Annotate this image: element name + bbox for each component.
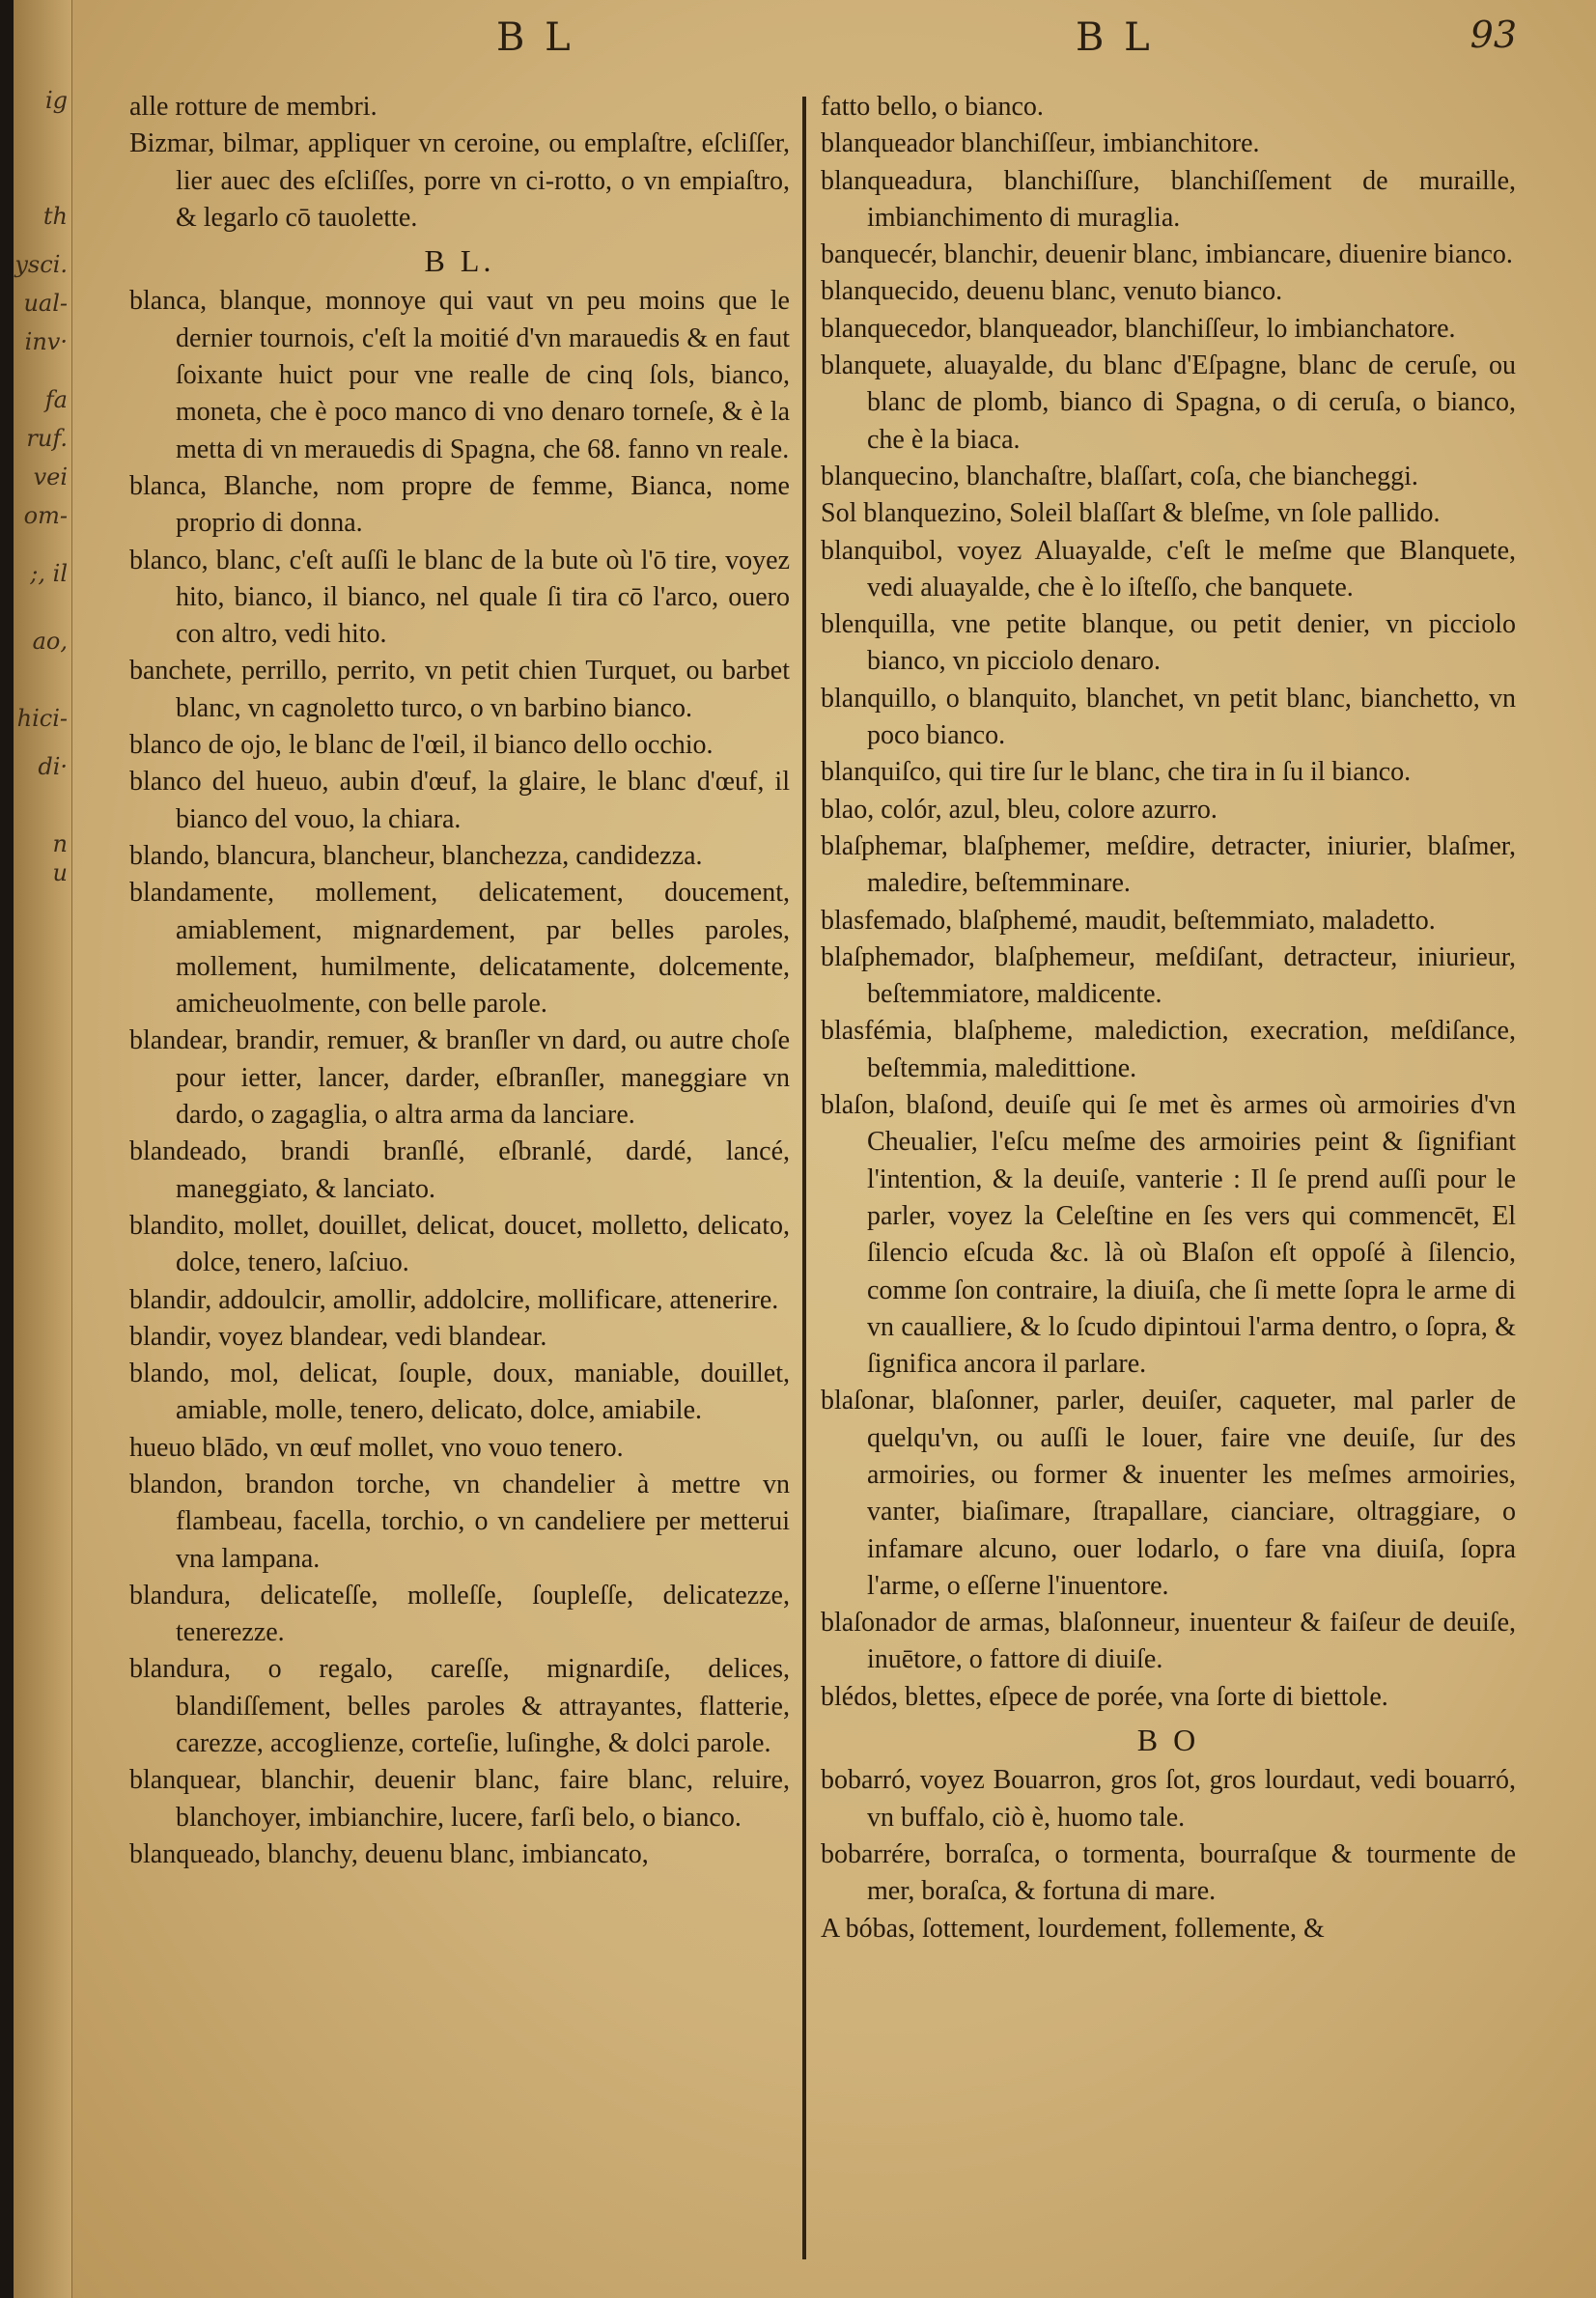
margin-fragment: vei	[33, 463, 68, 490]
right-column	[821, 89, 1516, 1948]
dictionary-entry: blanqueadura, blanchiſſure, blanchiſſement de muraille, imbianchimento di muraglia.	[821, 165, 1516, 233]
column-divider	[802, 97, 806, 2259]
dictionary-entry: blanco, blanc, c'eſt auſſi le blanc de la bute où l'ō tire, voyez hito, bianco, il bianco, nel quale ſi tira cō l'arco, ouero con altro, vedi hito.	[129, 545, 790, 650]
dictionary-entry: fatto bello, o bianco.	[821, 92, 1044, 122]
dictionary-entry: blanco de ojo, le blanc de l'œil, il bianco dello occhio.	[129, 730, 714, 761]
scanned-page	[14, 0, 1596, 2298]
section-heading: B O	[1136, 1723, 1200, 1758]
dictionary-entry: blandear, brandir, remuer, & branſler vn dard, ou autre choſe pour ietter, lancer, darder, eſbranſler, maneggiare vn dardo, o zagaglia, o altra arma da lanciare.	[129, 1025, 790, 1131]
dictionary-entry: Bizmar, bilmar, appliquer vn ceroine, ou emplaſtre, eſcliſſer, lier auec des eſcliſſes, porre vn ci-rotto, o vn empiaſtro, & legarlo cō tauolette.	[129, 128, 790, 233]
dictionary-entry: blanquecido, deuenu blanc, venuto bianco.	[821, 276, 1283, 307]
margin-fragment: ruf.	[26, 425, 68, 452]
dictionary-entry: blao, colór, azul, bleu, colore azurro.	[821, 794, 1218, 825]
dictionary-entry: blanquete, aluayalde, du blanc d'Eſpagne, blanc de ceruſe, ou blanc de plomb, bianco di Spagna, o di ceruſa, o bianco, che è la biaca.	[821, 350, 1516, 455]
dictionary-entry: blaſphemador, blaſphemeur, meſdiſant, detracteur, iniurieur, beſtemmiatore, maldicente.	[821, 941, 1516, 1010]
margin-fragment: ;, il	[30, 560, 68, 587]
dictionary-entry: bobarró, voyez Bouarron, gros ſot, gros lourdaut, vedi bouarró, vn buffalo, ciò è, huomo tale.	[821, 1765, 1516, 1833]
dictionary-entry: blanquecedor, blanqueador, blanchiſſeur, lo imbianchatore.	[821, 313, 1456, 344]
dictionary-entry: blandon, brandon torche, vn chandelier à mettre vn flambeau, facella, torchio, o vn candeliere per metterui vna lampana.	[129, 1469, 790, 1574]
margin-fragment: n	[52, 830, 68, 857]
dictionary-entry: Sol blanquezino, Soleil blaſſart & bleſme, vn ſole pallido.	[821, 498, 1441, 529]
dictionary-entry: blandir, addoulcir, amollir, addolcire, mollificare, attenerire.	[129, 1284, 779, 1315]
dictionary-entry: blandura, o regalo, careſſe, mignardiſe, delices, blandiſſement, belles paroles & attrayantes, flatterie, carezze, accoglienze, corteſie, luſinghe, & dolci parole.	[129, 1654, 790, 1759]
dictionary-entry: blenquilla, vne petite blanque, ou petit denier, vn picciolo bianco, vn picciolo denaro.	[821, 609, 1516, 677]
margin-fragment: u	[52, 859, 68, 886]
left-column	[129, 89, 790, 1873]
dictionary-entry: blanca, blanque, monnoye qui vaut vn peu moins que le dernier tournois, c'eſt la moitié d'vn marauedis & en faut ſoixante huict pour vne realle de cinq ſols, bianco, moneta, che è poco manco di vno denaro torneſe, & è la metta di vn merauedis di Spagna, che 68. fanno vn reale.	[129, 286, 790, 464]
margin-fragment: inv·	[24, 328, 68, 355]
dictionary-entry: bobarrére, borraſca, o tormenta, bourraſque & tourmente de mer, boraſca, & fortuna di mare.	[821, 1838, 1516, 1907]
dictionary-entry: alle rotture de membri.	[129, 92, 378, 122]
dictionary-entry: blaſphemar, blaſphemer, meſdire, detracter, iniurier, blaſmer, maledire, beſtemminare.	[821, 830, 1516, 899]
page-number: 93	[1470, 14, 1517, 56]
dictionary-entry: blanquear, blanchir, deuenir blanc, faire blanc, reluire, blanchoyer, imbianchire, lucere, farſi belo, o bianco.	[129, 1765, 790, 1833]
dictionary-entry: banquecér, blanchir, deuenir blanc, imbiancare, diuenire bianco.	[821, 239, 1513, 270]
margin-fragment: di·	[38, 753, 68, 780]
dictionary-entry: blaſon, blaſond, deuiſe qui ſe met ès armes où armoiries d'vn Cheualier, l'eſcu meſme des armoiries peint & ſignifiant l'intention, & la deuiſe, vanterie : Il ſe prend auſſi pour le parler, voyez la Celeſtine en ſes vers qui commencēt, El ſilencio eſcuda &c. là où Blaſon eſt oppoſé à ſilencio, comme ſon contraire, la diuiſa, che ſi mette ſopra le arme di vn caualliere, & lo ſcudo dipintoui l'arma dentro, o ſopra, & ſignifica ancora il parlare.	[821, 1090, 1516, 1380]
dictionary-entry: A bóbas, ſottement, lourdement, follemente, &	[821, 1913, 1325, 1944]
dictionary-entry: blanqueador blanchiſſeur, imbianchitore.	[821, 128, 1260, 159]
dictionary-entry: blando, blancura, blancheur, blanchezza, candidezza.	[129, 840, 703, 871]
dictionary-entry: blandamente, mollement, delicatement, doucement, amiablement, mignardement, par belles paroles, mollement, humilmente, delicatamente, dolcemente, amicheuolmente, con belle parole.	[129, 878, 790, 1020]
section-heading: B L.	[424, 243, 495, 279]
dictionary-entry: blasfemado, blaſphemé, maudit, beſtemmiato, maladetto.	[821, 905, 1436, 936]
margin-fragment: hici-	[16, 705, 68, 732]
margin-fragment: ysci.	[14, 251, 68, 278]
dictionary-entry: blanquiſco, qui tire ſur le blanc, che tira in ſu il bianco.	[821, 757, 1412, 788]
margin-fragment: ig	[44, 87, 68, 114]
dictionary-entry: blanquillo, o blanquito, blanchet, vn petit blanc, bianchetto, vn poco bianco.	[821, 683, 1516, 751]
dictionary-entry: blanco del hueuo, aubin d'œuf, la glaire, le blanc d'œuf, il bianco del vouo, la chiara.	[129, 767, 790, 834]
dictionary-entry: blanqueado, blanchy, deuenu blanc, imbiancato,	[129, 1838, 649, 1869]
dictionary-entry: blasfémia, blaſpheme, malediction, execration, meſdiſance, beſtemmia, maledittione.	[821, 1016, 1516, 1083]
dictionary-entry: blanquibol, voyez Aluayalde, c'eſt le meſme que Blanquete, vedi aluayalde, che è lo iſteſſo, che banquete.	[821, 535, 1516, 603]
dictionary-entry: blanca, Blanche, nom propre de femme, Bianca, nome proprio di donna.	[129, 470, 790, 539]
dictionary-entry: blandir, voyez blandear, vedi blandear.	[129, 1321, 547, 1352]
dictionary-entry: blédos, blettes, eſpece de porée, vna ſorte di biettole.	[821, 1681, 1388, 1712]
margin-fragment: th	[42, 203, 68, 230]
margin-fragment: om-	[23, 502, 68, 529]
dictionary-entry: hueuo blādo, vn œuf mollet, vno vouo tenero.	[129, 1432, 624, 1463]
header-right: B L	[1076, 15, 1154, 60]
dictionary-entry: blandeado, brandi branſlé, eſbranlé, dardé, lancé, maneggiato, & lanciato.	[129, 1136, 790, 1204]
dictionary-entry: blandito, mollet, douillet, delicat, doucet, molletto, delicato, dolce, tenero, laſciuo.	[129, 1210, 790, 1278]
header-left: B L	[496, 15, 574, 60]
dictionary-entry: blaſonador de armas, blaſonneur, inuenteur & faiſeur de deuiſe, inuētore, o fattore di diuiſe.	[821, 1608, 1516, 1675]
dictionary-entry: blandura, delicateſſe, molleſſe, ſoupleſſe, delicatezze, tenerezze.	[129, 1580, 790, 1648]
margin-fragment: ual-	[23, 290, 68, 317]
dictionary-entry: banchete, perrillo, perrito, vn petit chien Turquet, ou barbet blanc, vn cagnoletto turco, o vn barbino bianco.	[129, 656, 790, 723]
dictionary-entry: blaſonar, blaſonner, parler, deuiſer, caqueter, mal parler de quelqu'vn, ou auſſi le louer, faire vne deuiſe, ſur des armoiries, ou former & inuenter les meſmes armoiries, vanter, biaſimare, ſtrapallare, cianciare, oltraggiare, o infamare alcuno, ouer lodarlo, o fare vna diuiſa, ſopra l'arme, o eſſerne l'inuentore.	[821, 1386, 1516, 1601]
margin-fragment: fa	[44, 386, 68, 413]
dictionary-entry: blando, mol, delicat, ſouple, doux, maniable, douillet, amiable, molle, tenero, delicato, dolce, amiabile.	[129, 1359, 790, 1426]
dictionary-entry: blanquecino, blanchaſtre, blaſſart, coſa, che biancheggi.	[821, 461, 1418, 491]
margin-fragment: ao,	[32, 628, 68, 655]
